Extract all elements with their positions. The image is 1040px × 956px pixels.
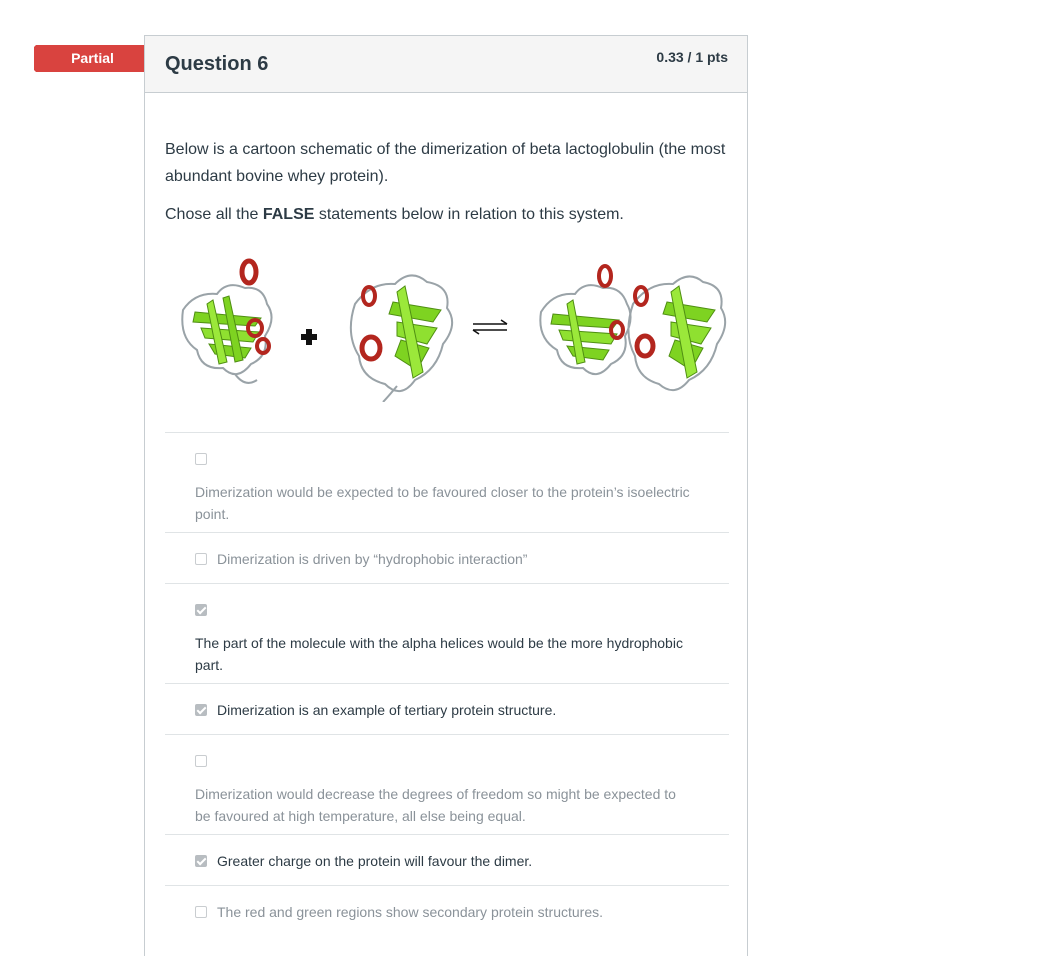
answer-checkbox-3[interactable] (195, 604, 207, 616)
dimerization-diagram (165, 252, 729, 402)
answer-option-5[interactable] (165, 735, 729, 835)
answer-text-1: Dimerization would be expected to be favoured closer to the protein’s isoelectric point. (195, 484, 690, 522)
answer-checkbox-1[interactable] (195, 453, 207, 465)
answer-text-2: Dimerization is driven by “hydrophobic interaction” (217, 551, 528, 567)
instruction-false-emphasis: FALSE (262, 206, 315, 223)
question-prompt: Below is a cartoon schematic of the dimerization of beta lactoglobulin (the most abundant bovine whey protein). (165, 141, 726, 185)
question-card (144, 35, 748, 956)
answer-option-6[interactable] (165, 835, 729, 886)
question-body (165, 136, 729, 228)
question-header (145, 36, 747, 93)
answer-option-7[interactable] (165, 886, 729, 937)
status-label: Partial (71, 50, 114, 66)
answer-option-4[interactable] (165, 684, 729, 735)
answer-option-2[interactable] (165, 533, 729, 584)
answer-text-4: Dimerization is an example of tertiary protein structure. (217, 702, 557, 718)
answer-text-3: The part of the molecule with the alpha helices would be the more hydrophobic part. (195, 635, 683, 673)
plus-icon (301, 329, 317, 345)
answer-checkbox-6[interactable] (195, 855, 207, 867)
question-instruction (165, 201, 729, 228)
instruction-pre: Chose all the (165, 206, 263, 223)
answer-checkbox-5[interactable] (195, 755, 207, 767)
answer-checkbox-4[interactable] (195, 704, 207, 716)
instruction-post: statements below in relation to this system. (314, 206, 624, 223)
question-points: 0.33 / 1 pts (656, 49, 728, 65)
monomer-1-image (182, 261, 271, 383)
answer-option-1[interactable] (165, 433, 729, 533)
answer-checkbox-2[interactable] (195, 553, 207, 565)
equilibrium-arrows-icon (473, 320, 507, 334)
answer-text-5: Dimerization would decrease the degrees of freedom so might be expected to be favoured at high temperature, all else being equal. (195, 786, 676, 824)
question-title: Question 6 (165, 53, 269, 75)
dimer-image (540, 266, 725, 390)
answer-list (165, 432, 729, 937)
answer-option-3[interactable] (165, 584, 729, 684)
partial-status-flag (34, 45, 160, 72)
answer-checkbox-7[interactable] (195, 906, 207, 918)
monomer-2-image (351, 275, 452, 402)
answer-text-6: Greater charge on the protein will favour the dimer. (217, 853, 533, 869)
answer-text-7: The red and green regions show secondary protein structures. (217, 904, 603, 920)
